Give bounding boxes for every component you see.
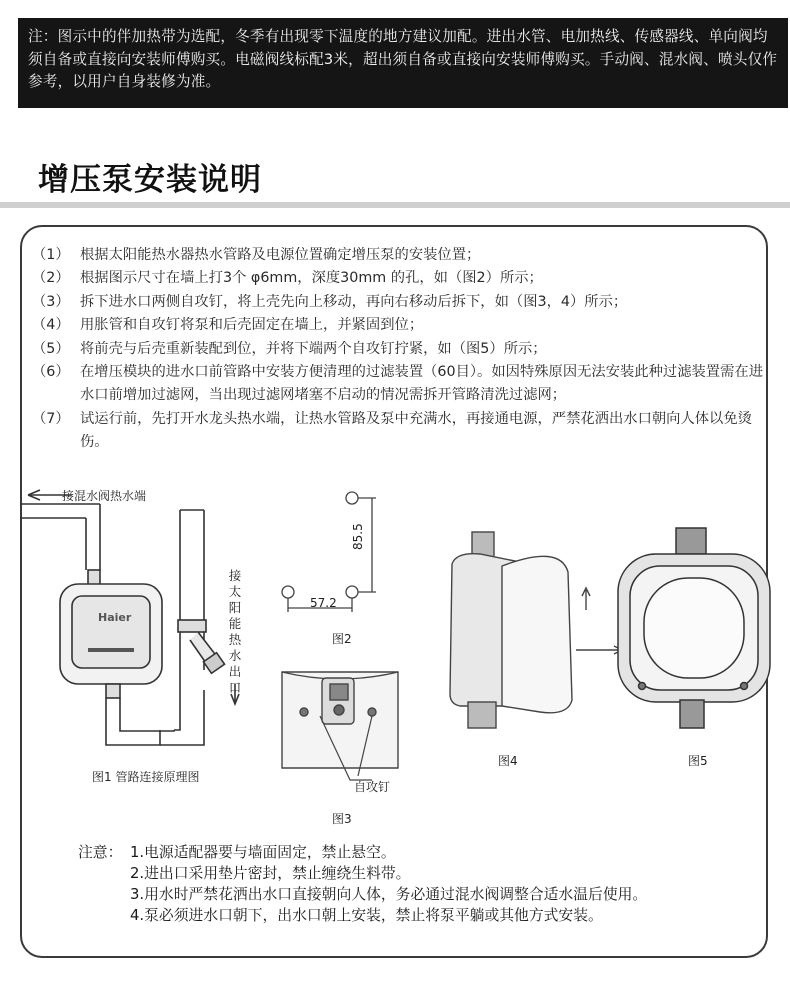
fig4-front-shell	[502, 556, 572, 712]
fig5-inlet-fitting	[680, 700, 704, 728]
step-number: （2）	[32, 270, 70, 287]
step-text: 根据太阳能热水器热水管路及电源位置确定增压泵的安装位置；	[80, 247, 481, 263]
step-number: （7）	[32, 410, 70, 427]
note-item: 2.进出口采用垫片密封，禁止缠绕生料带。	[130, 865, 411, 882]
self-tapping-screw-left	[300, 708, 308, 716]
self-tapping-screw-right	[368, 708, 376, 716]
fig1-mixing-valve-label: 接混水阀热水端	[62, 489, 147, 503]
mounting-hole-right	[346, 586, 358, 598]
installation-diagrams	[20, 480, 780, 840]
fig5-screw-right	[741, 683, 748, 690]
outlet-pipe-vertical	[86, 504, 100, 570]
fig3-screw-label: 自攻钉	[354, 780, 391, 794]
note-row	[78, 863, 647, 884]
pump-inlet-fitting	[106, 684, 120, 698]
pump-front-panel	[72, 596, 150, 668]
mounting-hole-top	[346, 492, 358, 504]
step-text: 用胀管和自攻钉将泵和后壳固定在墙上，并紧固到位；	[80, 317, 424, 334]
note-row	[78, 842, 647, 863]
step-text: 拆下进水口两侧自攻钉，将上壳先向上移动，再向右移动后拆下，如（图3，4）所示；	[80, 293, 628, 310]
supply-pipe-bottom	[160, 676, 204, 745]
step-item	[32, 361, 772, 408]
step-text: 试运行前，先打开水龙头热水端，让热水管路及泵中充满水，再接通电源，严禁花洒出水口朝向人体以免烫伤。	[80, 410, 752, 451]
figure-3-bottom-view	[282, 672, 398, 780]
fig3-caption: 图3	[332, 812, 352, 826]
step-text: 在增压模块的进水口前管路中安装方便清理的过滤装置（60目）。如因特殊原因无法安装此种过滤装置需在进水口前增加过滤网，当出现过滤网堵塞不启动的情况需拆开管路清洗过滤网；	[80, 364, 763, 404]
fig1-caption: 图1 管路连接原理图	[92, 770, 200, 784]
note-row	[78, 905, 647, 926]
mounting-hole-left	[282, 586, 294, 598]
step-number: （3）	[32, 293, 70, 310]
step-item	[32, 338, 772, 361]
note-item: 4.泵必须进水口朝下，出水口朝上安装，禁止将泵平躺或其他方式安装。	[130, 907, 603, 924]
fig5-caption: 图5	[688, 754, 708, 768]
inlet-port	[330, 684, 348, 700]
figure-5-assembled-front	[618, 528, 770, 728]
step-text: 将前壳与后壳重新装配到位，并将下端两个自攻钉拧紧，如（图5）所示；	[80, 340, 547, 357]
figure-2-hole-dimensions	[282, 492, 376, 612]
fig5-screw-left	[639, 683, 646, 690]
title-underline	[0, 202, 790, 208]
step-number: （1）	[32, 247, 70, 263]
note-item: 3.用水时严禁花洒出水口直接朝向人体，务必通过混水阀调整合适水温后使用。	[130, 886, 648, 903]
page-title: 增压泵安装说明	[38, 162, 262, 198]
inlet-center-screw	[334, 705, 344, 715]
fig5-front-cover	[644, 578, 744, 678]
fig4-caption: 图4	[498, 754, 518, 768]
notice-banner-text: 注：图示中的伴加热带为选配，冬季有出现零下温度的地方建议加配。进出水管、电加热线、传感器线、单向阀均须自备或直接向安装师傅购买。电磁阀线标配3米，超出须自备或直接向安装师傅购买。手动阀、混水阀、喷头仅作参考，以用户自身装修为准。	[28, 28, 778, 90]
fig4-inlet-fitting	[468, 702, 496, 728]
arrow-right-icon	[576, 646, 622, 654]
install-steps	[32, 244, 772, 455]
note-item: 1.电源适配器要与墙面固定，禁止悬空。	[130, 844, 396, 861]
step-item	[32, 291, 772, 314]
brand-logo-text: Haier	[98, 611, 132, 624]
note-row	[78, 884, 647, 905]
inlet-pipe	[106, 698, 174, 745]
notes-heading: 注意：	[78, 844, 123, 861]
fig5-outlet-fitting	[676, 528, 706, 554]
arrow-up-icon	[582, 588, 590, 610]
pump-indicator-strip	[88, 648, 134, 652]
fig2-caption: 图2	[332, 632, 352, 646]
outlet-pipe-horizontal	[20, 504, 100, 518]
caution-notes	[78, 842, 647, 926]
step-item	[32, 244, 772, 267]
top-divider	[0, 0, 790, 4]
fig2-vertical-dimension: 85.5	[351, 523, 365, 550]
step-text: 根据图示尺寸在墙上打3个 φ6mm，深度30mm 的孔，如（图2）所示；	[80, 270, 543, 287]
step-number: （4）	[32, 317, 70, 334]
fig1-solar-outlet-label: 接太阳能热水出口	[228, 568, 242, 695]
step-number: （5）	[32, 340, 70, 357]
step-item	[32, 408, 772, 455]
fig2-horizontal-dimension: 57.2	[310, 596, 337, 610]
figure-4-shell-removal	[450, 532, 622, 728]
step-number: （6）	[32, 364, 70, 381]
filter-coupling	[178, 620, 206, 632]
step-item	[32, 314, 772, 337]
step-item	[32, 267, 772, 290]
